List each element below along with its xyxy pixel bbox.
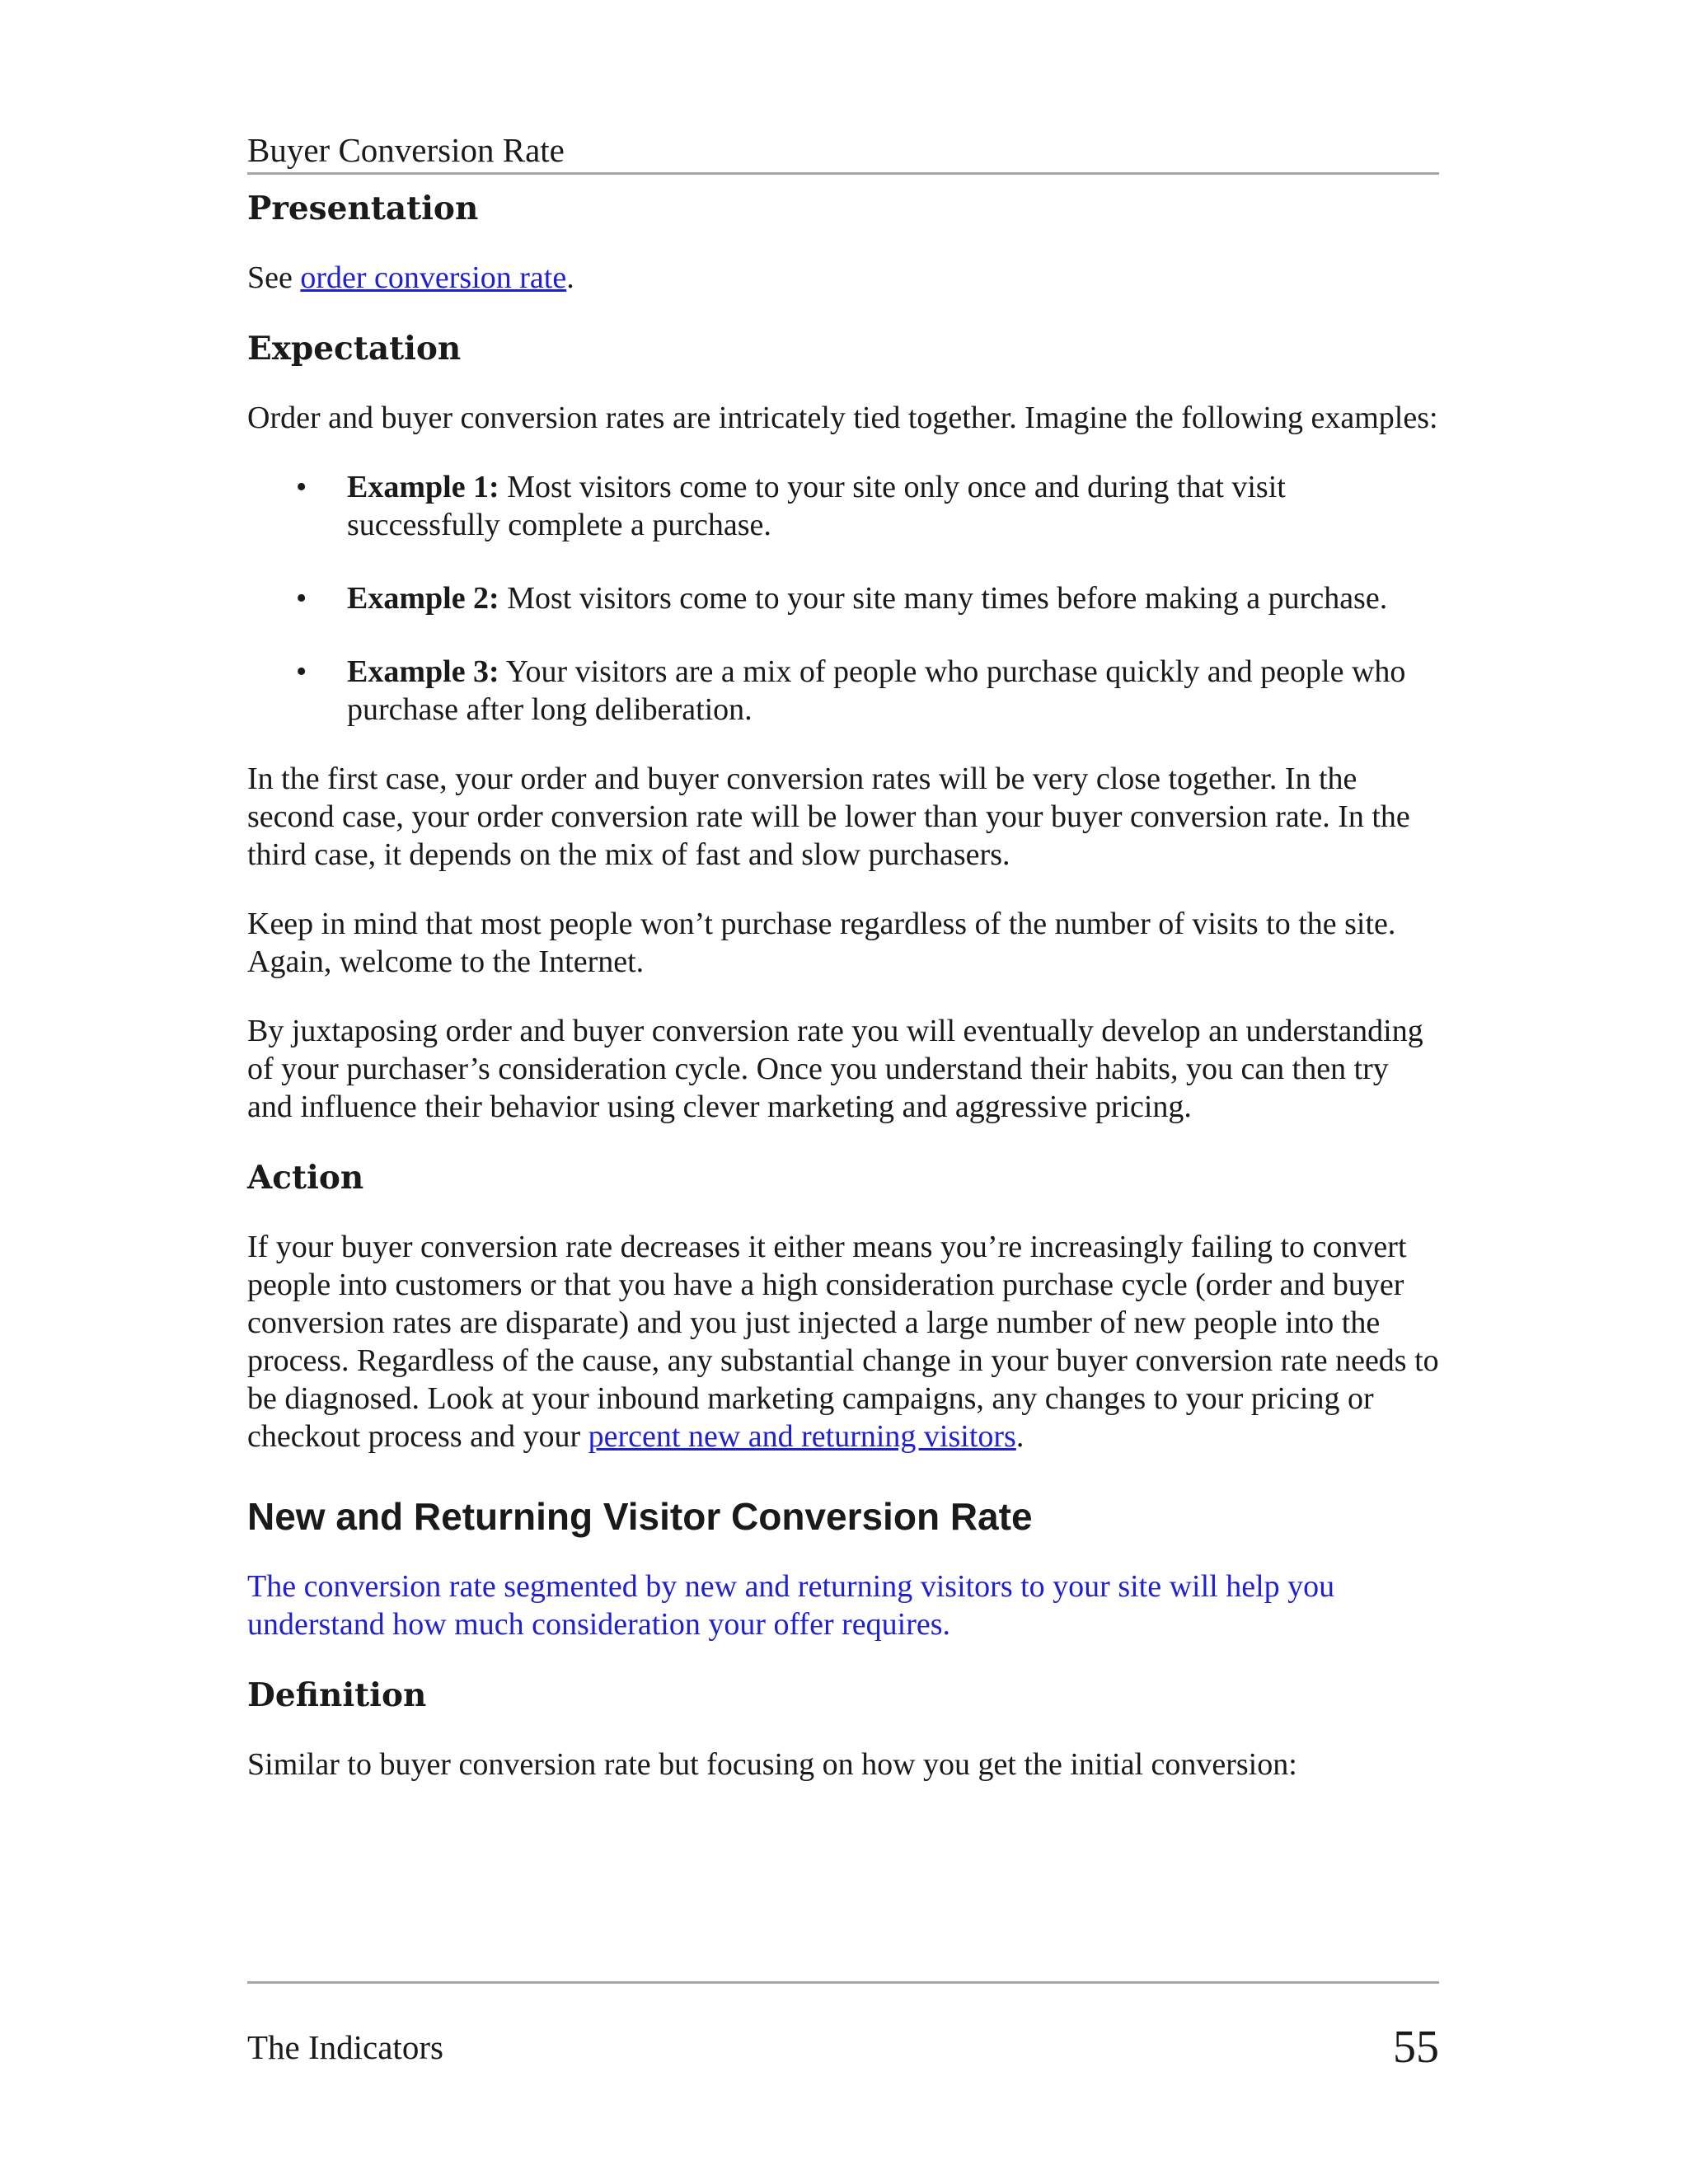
bullet-icon: •	[296, 581, 307, 616]
example-text: Most visitors come to your site only once and during that visit successfully complete a purchase.	[347, 470, 1286, 542]
expectation-intro: Order and buyer conversion rates are intricately tied together. Imagine the following examples:	[247, 401, 1438, 435]
header-rule	[247, 172, 1439, 175]
example-label: Example 1:	[347, 470, 499, 504]
footer-section: The Indicators	[247, 2028, 443, 2066]
list-item	[247, 653, 1439, 729]
bullet-icon: •	[296, 654, 307, 689]
section-callout: The conversion rate segmented by new and returning visitors to your site will help you understand how much consideration your offer requires.	[247, 1569, 1335, 1642]
presentation-text-before: See	[247, 260, 301, 295]
list-item	[247, 468, 1439, 544]
footer-rule	[247, 1981, 1439, 1984]
presentation-paragraph	[247, 259, 1439, 297]
expectation-heading: Expectation	[247, 330, 462, 368]
action-paragraph	[247, 1228, 1439, 1455]
list-item	[247, 579, 1439, 617]
expectation-paragraph-2: Keep in mind that most people won’t purchase regardless of the number of visits to the site. Again, welcome to the Internet.	[247, 907, 1396, 979]
presentation-text-after: .	[566, 260, 574, 295]
action-heading: Action	[247, 1159, 364, 1197]
page-number: 55	[1393, 2022, 1439, 2073]
percent-new-returning-link[interactable]: percent new and returning visitors	[588, 1419, 1016, 1454]
presentation-heading: Presentation	[247, 190, 479, 227]
example-text: Your visitors are a mix of people who purchase quickly and people who purchase after long deliberation.	[347, 654, 1406, 727]
running-header: Buyer Conversion Rate	[247, 131, 565, 169]
bullet-icon: •	[296, 470, 307, 504]
order-conversion-rate-link[interactable]: order conversion rate	[300, 260, 567, 295]
page-content	[247, 188, 1439, 1783]
action-text-before: If your buyer conversion rate decreases it either means you’re increasingly failing to convert people into customers or that you have a high consideration purchase cycle (order and buyer conversion rates are disparate) and you just injected a large number of new people into the process. Regardless of the cause, any substantial change in your buyer conversion rate needs to be diagnosed. Look at your inbound marketing campaigns, any changes to your pricing or checkout process and your	[247, 1230, 1439, 1454]
definition-paragraph: Similar to buyer conversion rate but focusing on how you get the initial conversion:	[247, 1747, 1297, 1782]
examples-list	[247, 468, 1439, 729]
example-label: Example 2:	[347, 581, 499, 616]
example-label: Example 3:	[347, 654, 499, 689]
definition-heading: Definition	[247, 1676, 427, 1714]
action-text-after: .	[1015, 1419, 1025, 1454]
section-title: New and Returning Visitor Conversion Rate	[247, 1495, 1033, 1538]
expectation-paragraph-3: By juxtaposing order and buyer conversion rate you will eventually develop an understanding of your purchaser’s consideration cycle. Once you understand their habits, you can then try and influence their behavior using clever marketing and aggressive pricing.	[247, 1014, 1423, 1124]
expectation-paragraph-1: In the first case, your order and buyer conversion rates will be very close together. In the second case, your order conversion rate will be lower than your buyer conversion rate. In the third case, it depends on the mix of fast and slow purchasers.	[247, 762, 1410, 872]
document-page	[247, 0, 1439, 2184]
example-text: Most visitors come to your site many times before making a purchase.	[499, 581, 1388, 616]
